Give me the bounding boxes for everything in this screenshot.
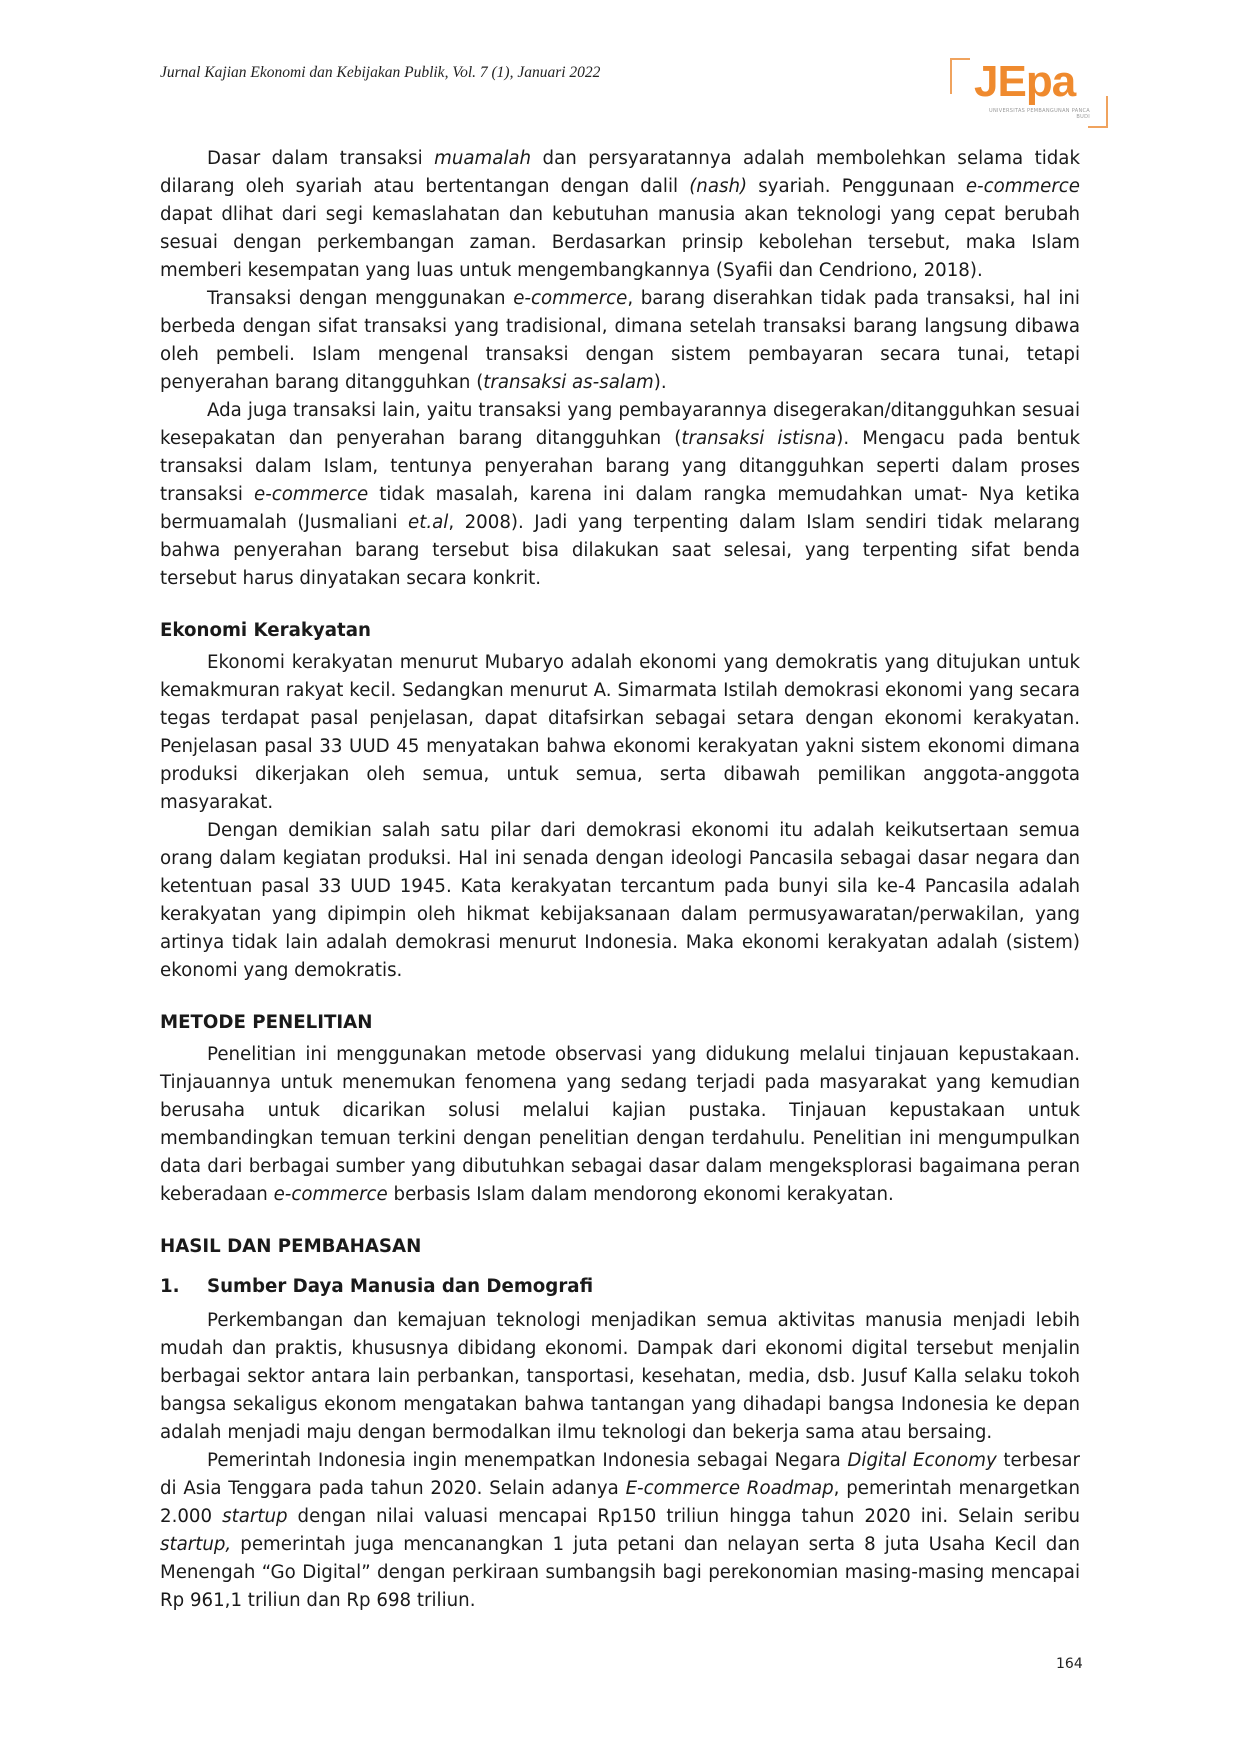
paragraph — [160, 817, 1080, 985]
section-heading: HASIL DAN PEMBAHASAN — [160, 1236, 422, 1257]
journal-logo — [950, 56, 1108, 128]
subsection-number: 1. — [160, 1276, 180, 1297]
text-run: pemerintah juga mencanangkan 1 juta petani dan nelayan serta 8 juta Usaha Kecil dan Menengah “Go Digital” dengan perkiraan sumbangsih bagi perekonomian masing-masing mencapai Rp 961,1 triliun dan Rp 698 triliun. — [160, 1534, 1080, 1611]
paragraph — [160, 285, 1080, 397]
logo-bracket-top-left — [950, 58, 970, 94]
logo-wordmark: JEpa — [974, 57, 1076, 106]
italic-text: muamalah — [434, 148, 532, 169]
paragraph — [160, 1307, 1080, 1447]
page-number: 164 — [1056, 1656, 1083, 1672]
text-run: ). Mengacu pada bentuk transaksi dalam Islam, tentunya penyerahan barang yang ditangguhkan seperti dalam proses transaksi — [160, 428, 1080, 505]
text-run: tidak masalah, karena ini dalam rangka memudahkan umat- Nya ketika bermuamalah (Jusmaliani — [160, 484, 1080, 533]
text-run: ). — [653, 372, 667, 393]
logo-bracket-bottom-right — [1088, 96, 1108, 128]
text-run: Penelitian ini menggunakan metode observasi yang didukung melalui tinjauan kepustakaan. Tinjauannya untuk menemukan fenomena yang sedang terjadi pada masyarakat yang kemudian berusaha untuk dicarikan solusi melalui kajian pustaka. Tinjauan kepustakaan untuk membandingkan temuan terkini dengan penelitian dengan terdahulu. Penelitian ini mengumpulkan data dari berbagai sumber yang dibutuhkan sebagai dasar dalam mengeksplorasi bagaimana peran keberadaan — [160, 1044, 1080, 1205]
paragraph — [160, 145, 1080, 285]
italic-text: E-commerce Roadmap — [625, 1478, 834, 1499]
subsection-heading — [160, 1273, 1080, 1301]
italic-text: e-commerce — [965, 176, 1080, 197]
text-run: Ada juga transaksi lain, yaitu transaksi yang pembayarannya disegerakan/ditangguhkan sesuai kesepakatan dan penyerahan barang ditangguhkan ( — [160, 400, 1080, 449]
section-heading: METODE PENELITIAN — [160, 1012, 373, 1033]
italic-text: transaksi as-salam — [483, 372, 654, 393]
section-heading: Ekonomi Kerakyatan — [160, 620, 371, 641]
text-run: Pemerintah Indonesia ingin menempatkan Indonesia sebagai Negara — [207, 1450, 848, 1471]
text-run: dengan nilai valuasi mencapai Rp150 triliun hingga tahun 2020 ini. Selain seribu — [287, 1506, 1080, 1527]
paragraph — [160, 649, 1080, 817]
paragraph — [160, 397, 1080, 593]
text-run: Ekonomi kerakyatan menurut Mubaryo adalah ekonomi yang demokratis yang ditujukan untuk kemakmuran rakyat kecil. Sedangkan menurut A. Simarmata Istilah demokrasi ekonomi yang secara tegas terdapat pasal penjelasan, dapat ditafsirkan sebagai setara dengan ekonomi kerakyatan. Penjelasan pasal 33 UUD 45 menyatakan bahwa ekonomi kerakyatan yakni sistem ekonomi dimana produksi dikerjakan oleh semua, untuk semua, serta dibawah pemilikan anggota-anggota masyarakat. — [160, 652, 1080, 813]
text-run: Transaksi dengan menggunakan — [207, 288, 514, 309]
text-run: Dasar dalam transaksi — [207, 148, 435, 169]
text-run: dapat dlihat dari segi kemaslahatan dan kebutuhan manusia akan teknologi yang cepat berubah sesuai dengan perkembangan zaman. Berdasarkan prinsip kebolehan tersebut, maka Islam memberi kesempatan yang luas untuk mengembangkannya (Syafii dan Cendriono, 2018). — [160, 204, 1080, 281]
subsection-title: Sumber Daya Manusia dan Demografi — [207, 1276, 594, 1297]
text-run: , barang diserahkan tidak pada transaksi, hal ini berbeda dengan sifat transaksi yang tradisional, dimana setelah transaksi barang langsung dibawa oleh pembeli. Islam mengenal transaksi dengan sistem pembayaran secara tunai, tetapi penyerahan barang ditangguhkan ( — [160, 288, 1080, 393]
italic-text: startup, — [160, 1534, 232, 1555]
italic-text: transaksi istisna — [681, 428, 837, 449]
text-run: terbesar di Asia Tenggara pada tahun 2020. Selain adanya — [160, 1450, 1081, 1499]
italic-text: e-commerce — [254, 484, 369, 505]
text-run: dan persyaratannya adalah membolehkan selama tidak dilarang oleh syariah atau bertentangan dengan dalil — [160, 148, 1080, 197]
text-run: syariah. Penggunaan — [747, 176, 966, 197]
italic-text: Digital Economy — [847, 1450, 997, 1471]
text-run: Perkembangan dan kemajuan teknologi menjadikan semua aktivitas manusia menjadi lebih mudah dan praktis, khususnya dibidang ekonomi. Dampak dari ekonomi digital tersebut menjalin berbagai sektor antara lain perbankan, tansportasi, kesehatan, media, dsb. Jusuf Kalla selaku tokoh bangsa sekaligus ekonom mengatakan bahwa tantangan yang dihadapi bangsa Indonesia ke depan adalah menjadi maju dengan bermodalkan ilmu teknologi dan bekerja sama atau bersaing. — [160, 1310, 1080, 1443]
running-head: Jurnal Kajian Ekonomi dan Kebijakan Publik, Vol. 7 (1), Januari 2022 — [160, 64, 601, 81]
italic-text: et.al — [408, 512, 449, 533]
paragraph — [160, 1041, 1080, 1209]
italic-text: e-commerce — [513, 288, 628, 309]
italic-text: startup — [222, 1506, 288, 1527]
text-run: , 2008). Jadi yang terpenting dalam Islam sendiri tidak melarang bahwa penyerahan barang tersebut bisa dilakukan saat selesai, yang terpenting sifat benda tersebut harus dinyatakan secara konkrit. — [160, 512, 1080, 589]
paragraph — [160, 1447, 1080, 1615]
article-body — [160, 145, 1080, 1615]
text-run: Dengan demikian salah satu pilar dari demokrasi ekonomi itu adalah keikutsertaan semua orang dalam kegiatan produksi. Hal ini senada dengan ideologi Pancasila sebagai dasar negara dan ketentuan pasal 33 UUD 1945. Kata kerakyatan tercantum pada bunyi sila ke-4 Pancasila adalah kerakyatan yang dipimpin oleh hikmat kebijaksanaan dalam permusyawaratan/perwakilan, yang artinya tidak lain adalah demokrasi menurut Indonesia. Maka ekonomi kerakyatan adalah (sistem) ekonomi yang demokratis. — [160, 820, 1080, 981]
text-run: berbasis Islam dalam mendorong ekonomi kerakyatan. — [387, 1184, 894, 1205]
logo-subtext: UNIVERSITAS PEMBANGUNAN PANCA BUDI — [989, 108, 1090, 120]
italic-text: (nash) — [689, 176, 748, 197]
italic-text: e-commerce — [273, 1184, 388, 1205]
text-run: , pemerintah menargetkan 2.000 — [160, 1478, 1080, 1527]
